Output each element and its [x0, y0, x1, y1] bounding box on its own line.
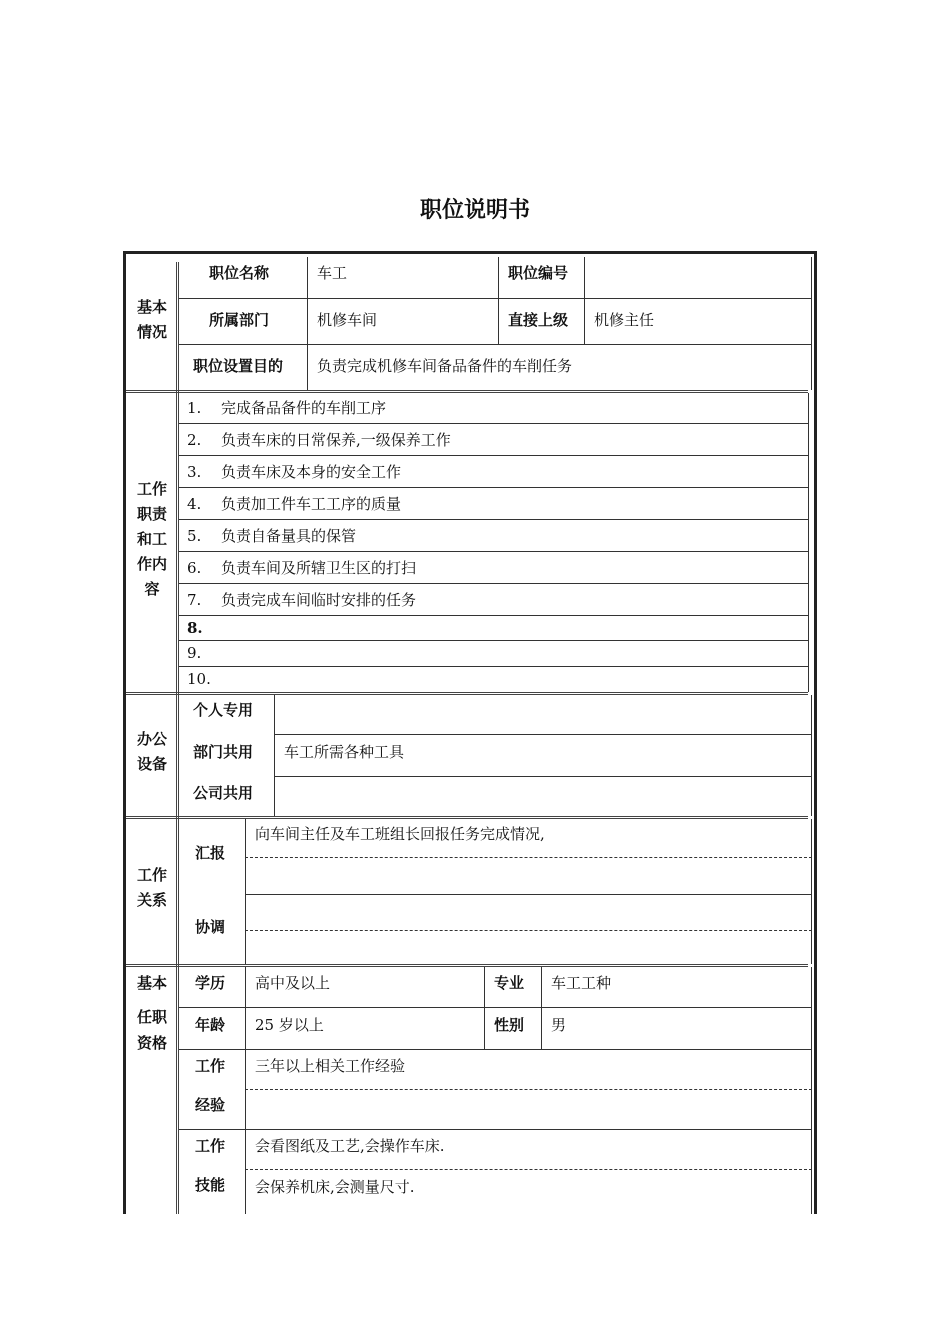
report-label: 汇报	[195, 844, 226, 862]
experience-value: 三年以上相关工作经验	[255, 1057, 406, 1075]
dept-equipment-label: 部门共用	[193, 743, 254, 761]
row-line	[179, 1049, 812, 1050]
duty-item: 8.	[187, 619, 203, 637]
section-relations: 工作关系	[136, 866, 167, 909]
report-value: 向车间主任及车工班组长回报任务完成情况,	[255, 825, 545, 843]
personal-equipment-label: 个人专用	[193, 701, 254, 719]
education-label: 学历	[195, 974, 226, 992]
row-line	[179, 1007, 812, 1008]
row-line	[179, 519, 809, 520]
row-line	[179, 583, 809, 584]
row-line	[179, 551, 809, 552]
age-value: 25 岁以上	[255, 1016, 324, 1034]
section-divider	[126, 390, 808, 393]
position-code-label: 职位编号	[508, 264, 569, 282]
col-line	[245, 819, 246, 964]
dept-equipment-value: 车工所需各种工具	[284, 743, 405, 761]
gender-label: 性别	[494, 1016, 525, 1034]
col-line	[274, 695, 275, 816]
col-line	[541, 967, 542, 1049]
company-equipment-label: 公司共用	[193, 784, 254, 802]
duty-item: 9.	[187, 644, 202, 662]
section-equipment: 办公设备	[136, 730, 167, 773]
position-purpose-label: 职位设置目的	[193, 357, 284, 375]
experience-label-line-1: 工作	[195, 1057, 226, 1075]
row-line	[179, 455, 809, 456]
section-qualification	[132, 970, 172, 1056]
education-value: 高中及以上	[255, 974, 331, 992]
col-line	[498, 257, 499, 344]
experience-label-line-2: 经验	[195, 1096, 226, 1114]
position-purpose-value: 负责完成机修车间备品备件的车削任务	[317, 357, 573, 375]
section-duties: 工作职责和工作内容	[136, 480, 167, 598]
superior-value: 机修主任	[594, 311, 655, 329]
duty-item: 4. 负责加工件车工工序的质量	[187, 495, 402, 513]
col-line	[811, 257, 812, 390]
position-name-value: 车工	[317, 264, 348, 282]
section-qualification-line-1: 基本	[136, 974, 167, 992]
section-divider	[126, 692, 808, 695]
skills-value-line-2: 会保养机床,会测量尺寸.	[255, 1178, 415, 1196]
col-line	[584, 257, 585, 344]
major-label: 专业	[494, 974, 525, 992]
row-line	[179, 298, 812, 299]
duty-item: 7. 负责完成车间临时安排的任务	[187, 591, 417, 609]
document-title: 职位说明书	[419, 198, 530, 223]
skills-label-line-1: 工作	[195, 1137, 226, 1155]
row-line	[179, 1129, 812, 1130]
col-line	[245, 967, 246, 1214]
dashed-line	[245, 930, 812, 931]
row-line	[179, 615, 809, 616]
dashed-line	[245, 1169, 812, 1170]
job-description-table	[123, 251, 817, 1214]
position-name-label: 职位名称	[209, 264, 270, 282]
section-basic-info: 基本情况	[136, 298, 167, 341]
col-line	[484, 967, 485, 1049]
col-line	[307, 257, 308, 390]
duty-item: 5. 负责自备量具的保管	[187, 527, 357, 545]
row-line	[179, 487, 809, 488]
row-line	[179, 423, 809, 424]
department-label: 所属部门	[209, 311, 270, 329]
section-qualification-line-2: 任职	[136, 1008, 167, 1026]
row-line	[179, 666, 809, 667]
duty-item: 2. 负责车床的日常保养,一级保养工作	[187, 431, 451, 449]
coordinate-label: 协调	[195, 918, 226, 936]
row-line	[274, 776, 812, 777]
col-line	[808, 393, 809, 692]
col-line	[811, 819, 812, 964]
section-divider	[126, 964, 808, 967]
row-line	[274, 734, 812, 735]
dashed-line	[245, 1089, 812, 1090]
dashed-line	[245, 857, 812, 858]
row-line	[245, 894, 812, 895]
major-value: 车工工种	[551, 974, 612, 992]
section-qualification-line-3: 资格	[136, 1034, 167, 1052]
section-divider	[126, 816, 808, 819]
duty-item: 10.	[187, 670, 211, 688]
skills-label-line-2: 技能	[195, 1176, 226, 1194]
duty-item: 6. 负责车间及所辖卫生区的打扫	[187, 559, 417, 577]
section-column-divider	[176, 262, 179, 1214]
row-line	[179, 640, 809, 641]
superior-label: 直接上级	[508, 311, 569, 329]
department-value: 机修车间	[317, 311, 378, 329]
skills-value-line-1: 会看图纸及工艺,会操作车床.	[255, 1137, 445, 1155]
duty-item: 3. 负责车床及本身的安全工作	[187, 463, 402, 481]
row-line	[179, 344, 812, 345]
duty-item: 1. 完成备品备件的车削工序	[187, 399, 387, 417]
gender-value: 男	[551, 1016, 567, 1034]
col-line	[811, 967, 812, 1214]
age-label: 年龄	[195, 1016, 226, 1034]
col-line	[811, 695, 812, 816]
